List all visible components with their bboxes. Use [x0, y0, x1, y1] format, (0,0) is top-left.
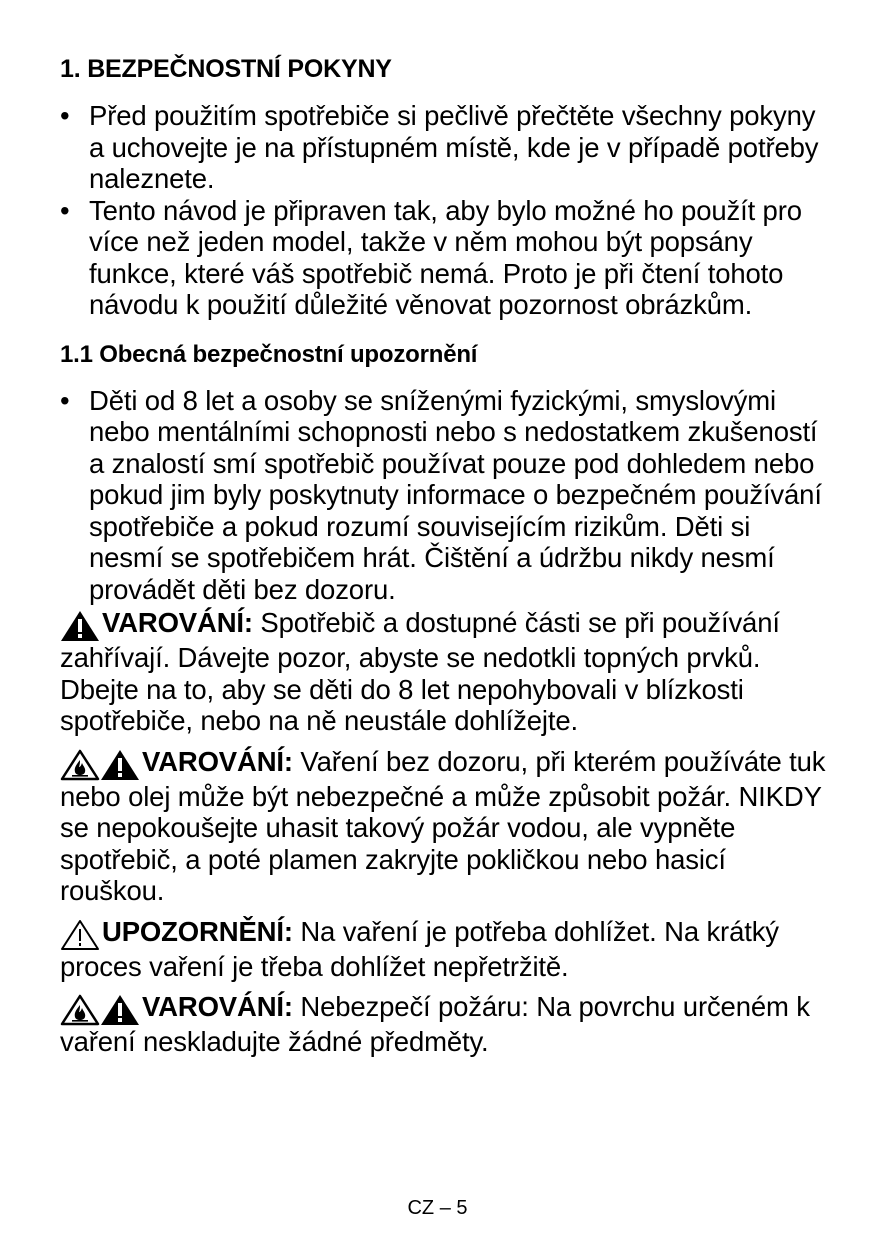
warning-icons [60, 919, 100, 951]
warning-text: Vaření bez dozoru, při kterém používáte tuk nebo olej může být nebezpečné a může způsobit požár. NIKDY se nepokoušejte uhasit takový požár vodou, ale vypněte spotřebič, a poté plamen zakryjte pokličkou nebo hasicí rouškou. [60, 745, 826, 906]
bullet-dot: • [60, 384, 70, 416]
warning-block [60, 607, 830, 737]
caution-text: Na vaření je potřeba dohlížet. Na krátký proces vaření je třeba dohlížet nepřetržitě. [60, 915, 779, 982]
page-number: CZ – 5 [407, 1197, 468, 1219]
warning-label: VAROVÁNÍ: [142, 991, 293, 1022]
caution-outline-icon [60, 919, 100, 951]
section-bullet-list [60, 100, 830, 321]
warning-label: VAROVÁNÍ: [102, 607, 253, 638]
warning-text: Nebezpečí požáru: Na povrchu určeném k vaření neskladujte žádné předměty. [60, 991, 810, 1057]
bullet-dot: • [60, 194, 70, 226]
caution-label: UPOZORNĚNÍ: [102, 915, 293, 947]
list-item-text: Před použitím spotřebiče si pečlivě přečtěte všechny pokyny a uchovejte je na přístupném místě, kde je v případě potřeby naleznete. [89, 100, 819, 194]
warning-icons [60, 749, 140, 781]
warning-block [60, 991, 830, 1058]
warning-label: VAROVÁNÍ: [142, 745, 293, 777]
warning-text: Spotřebič a dostupné části se při používání zahřívají. Dávejte pozor, abyste se nedotkli topných prvků. Dbejte na to, aby se děti do 8 let nepohybovali v blízkosti spotřebiče, nebo na ně neustále dohlížejte. [60, 607, 780, 736]
manual-page [60, 52, 830, 1067]
warning-block [60, 746, 830, 907]
fire-hazard-icon [60, 749, 100, 781]
warning-filled-icon [100, 994, 140, 1026]
fire-hazard-icon [60, 994, 100, 1026]
subsection-bullet-list [60, 385, 830, 606]
list-item [60, 195, 830, 321]
subsection-title: 1.1 Obecná bezpečnostní upozornění [60, 340, 478, 368]
warning-filled-icon [100, 749, 140, 781]
warning-icons [60, 994, 140, 1026]
bullet-dot: • [60, 100, 70, 131]
caution-block [60, 916, 830, 983]
section-title: 1. BEZPEČNOSTNÍ POKYNY [60, 55, 392, 83]
list-item [60, 385, 830, 606]
warning-filled-icon [60, 610, 100, 642]
list-item-text: Děti od 8 let a osoby se sníženými fyzickými, smyslovými nebo mentálními schopnosti nebo s nedostatkem zkušeností a znalostí smí spotřebič používat pouze pod dohledem nebo pokud jim byly poskytnuty informace o bezpečném používání spotřebiče a pokud rozumí souvisejícím rizikům. Děti si nesmí se spotřebičem hrát. Čištění a údržbu nikdy nesmí provádět děti bez dozoru. [89, 384, 822, 605]
warning-icons [60, 610, 100, 642]
list-item-text: Tento návod je připraven tak, aby bylo možné ho použít pro více než jeden model, takže v něm mohou být popsány funkce, které váš spotřebič nemá. Proto je při čtení tohoto návodu k použití důležité věnovat pozornost obrázkům. [89, 194, 802, 320]
list-item [60, 100, 830, 195]
